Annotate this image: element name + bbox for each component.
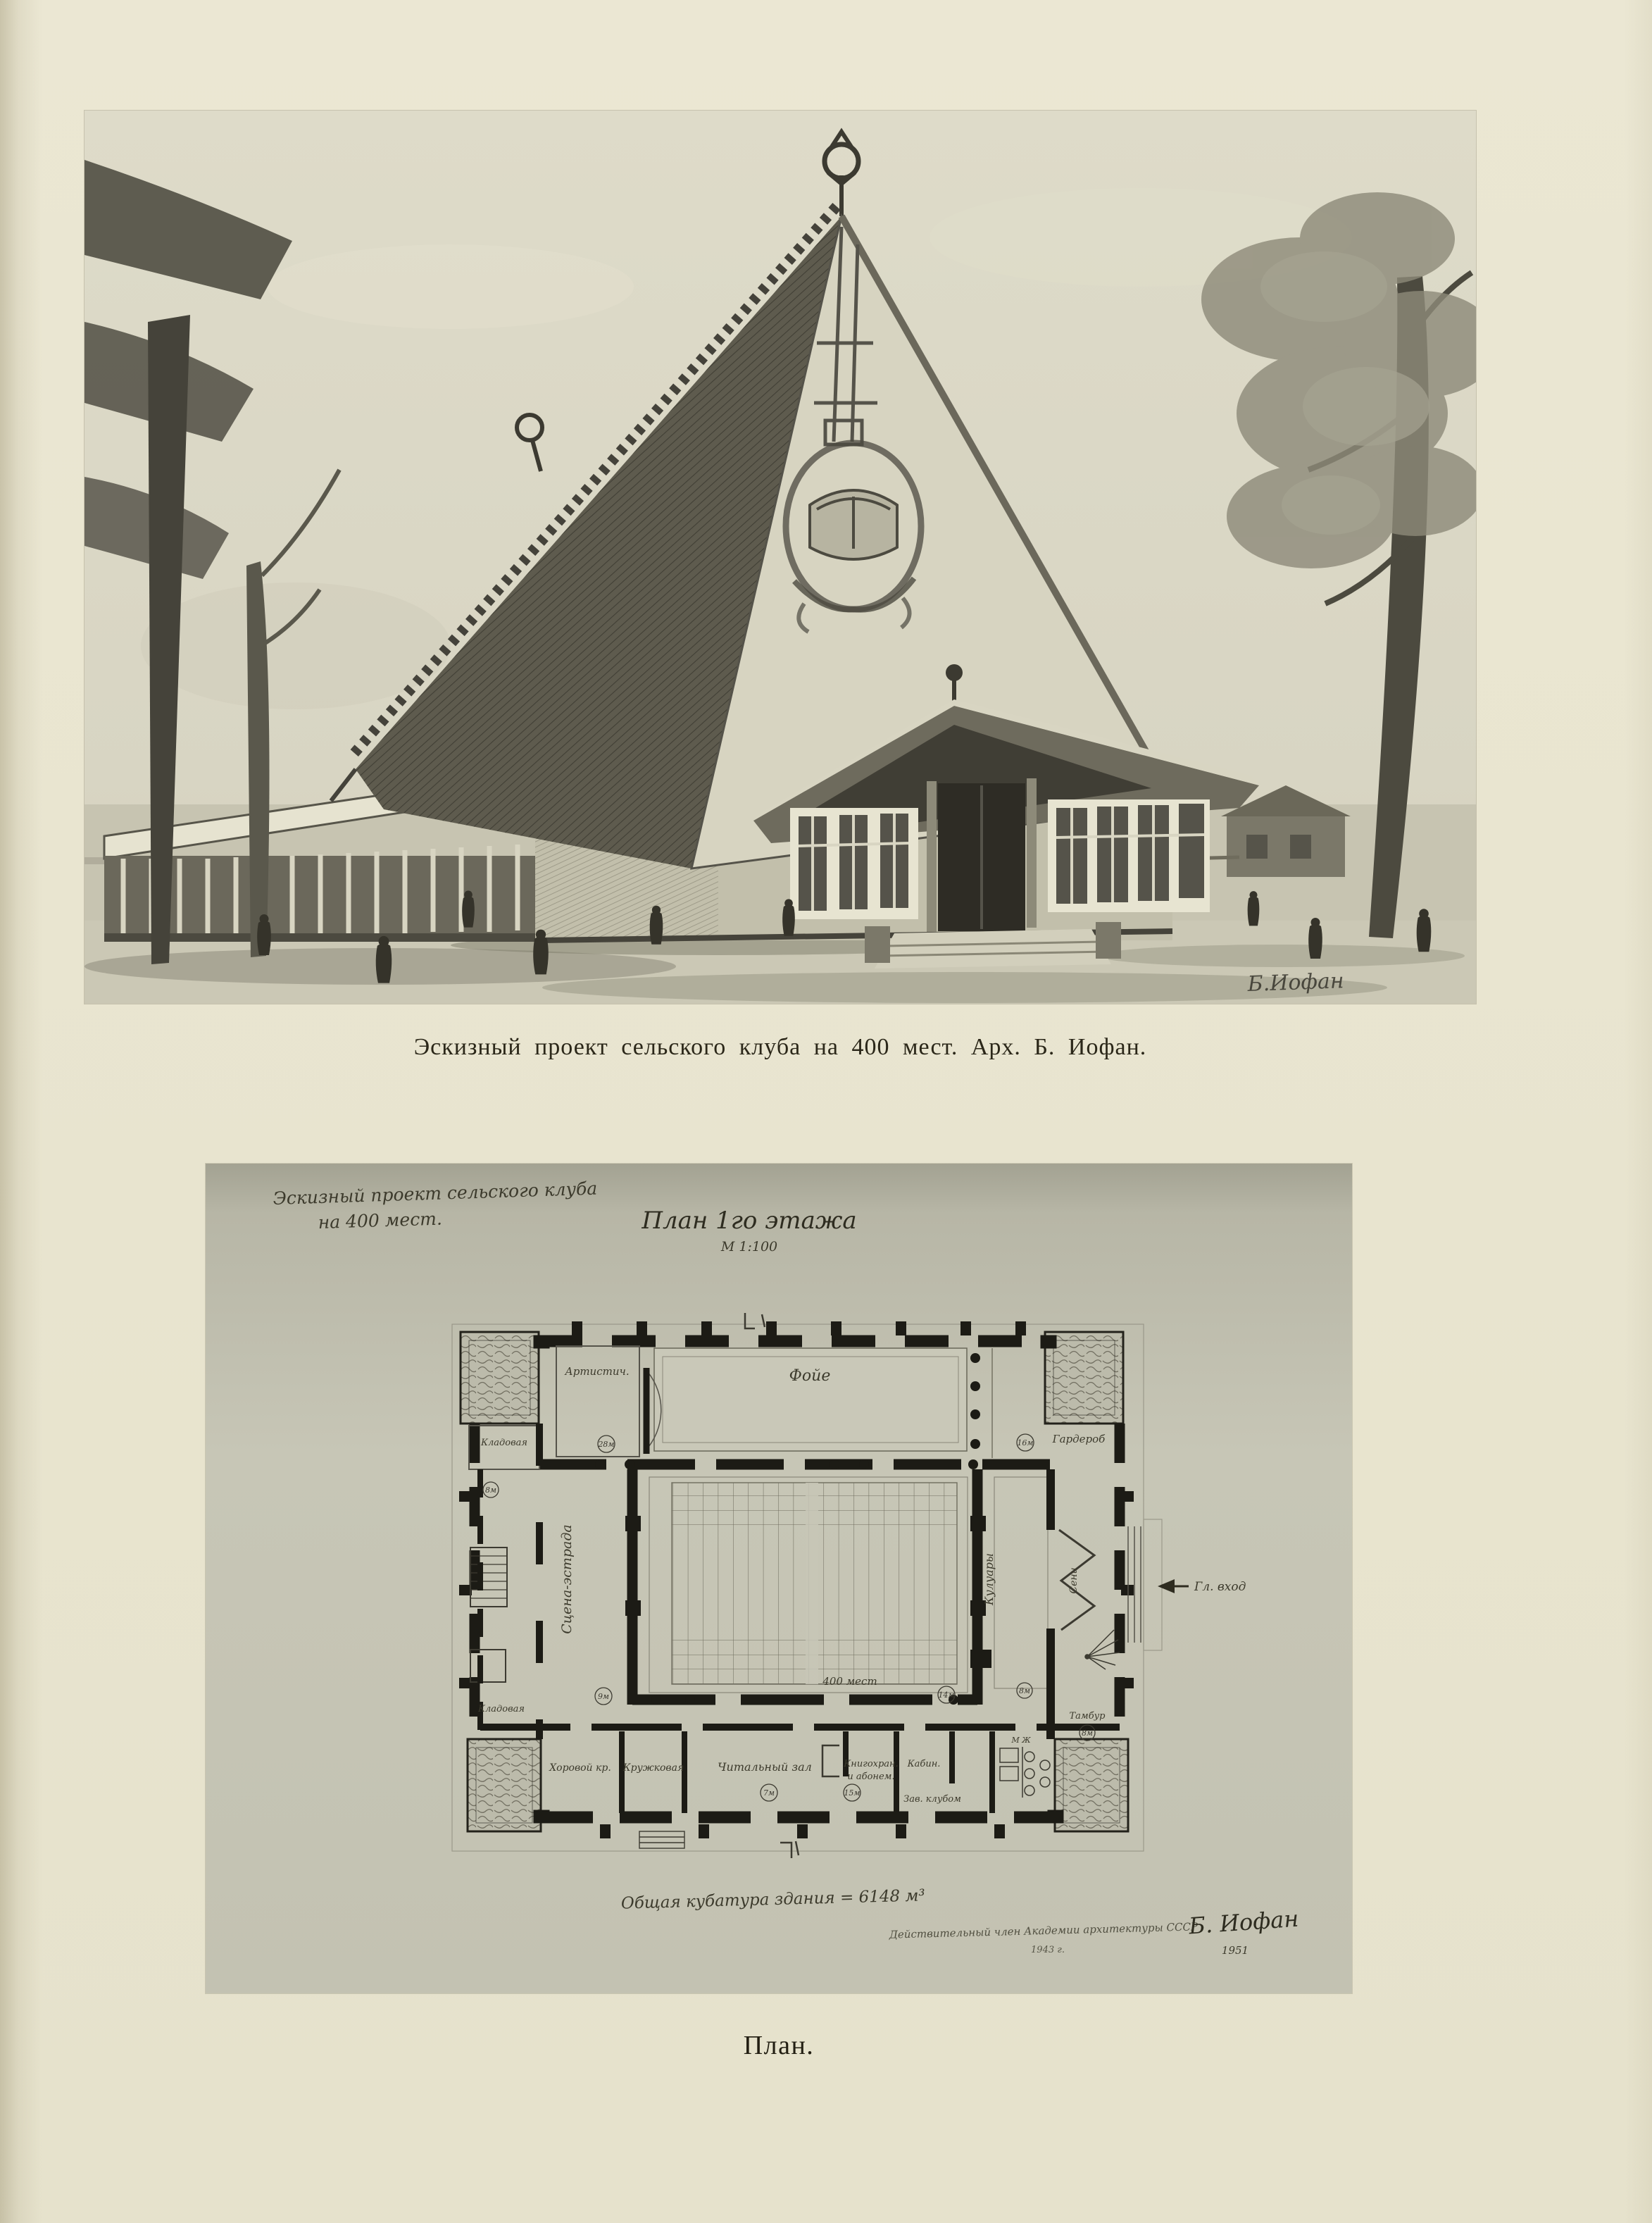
credit-line: Действительный член Академии архитектуры СССР (889, 1920, 1199, 1941)
area-mark: 7м (763, 1788, 775, 1798)
area-mark: 8м (484, 1486, 497, 1495)
library-label-1: Книгохран. (844, 1759, 899, 1769)
auditorium (625, 1469, 991, 1705)
plan-scale: М 1:100 (720, 1239, 778, 1254)
plan-drawing (206, 1164, 1352, 1993)
draft-lobby-label: Сени (1068, 1567, 1080, 1594)
plan-note-line1: Эскизный проект сельского клуба (273, 1178, 598, 1209)
porch-windows-left (790, 808, 918, 919)
area-mark: 8м (1018, 1686, 1031, 1695)
club-room1-label: Хоровой кр. (549, 1762, 611, 1774)
sketch-signature: Б.Иофан (1247, 969, 1345, 997)
artists-room-label: Артистич. (565, 1365, 630, 1378)
caption-plan: План. (743, 2031, 815, 2060)
area-mark: 9м (597, 1692, 610, 1701)
side-lobby-label: Кулуары (982, 1553, 996, 1605)
reading-hall-label: Читальный зал (718, 1760, 812, 1774)
vestibule-small-label: Тамбур (1069, 1711, 1106, 1721)
club-room2-label: Кружковая (622, 1762, 684, 1774)
sketch-drawing (85, 111, 1476, 1004)
seats-label: 400 мест (822, 1675, 877, 1688)
plan-signature: Б. Иофан (1187, 1905, 1300, 1940)
area-mark: 8м (1081, 1729, 1094, 1738)
storage-top-label: Кладовая (480, 1438, 528, 1448)
area-mark: 15м (844, 1788, 861, 1798)
figure-plan (206, 1164, 1352, 1993)
area-mark: 28м (598, 1440, 615, 1449)
entrance-label: Гл. вход (1194, 1580, 1246, 1594)
credit-year: 1943 г. (1031, 1945, 1065, 1955)
storage-bottom-label: Кладовая (477, 1704, 525, 1714)
caption-sketch: Эскизный проект сельского клуба на 400 мест. Арх. Б. Иофан. (413, 1034, 1147, 1060)
center-aisle (806, 1483, 818, 1684)
cloakroom-label: Гардероб (1052, 1433, 1106, 1445)
stage-label: Сцена-эстрада (559, 1524, 575, 1634)
plan-signature-year: 1951 (1221, 1944, 1249, 1957)
foyer-label: Фойе (789, 1367, 831, 1385)
manager-label: Зав. клубом (903, 1794, 961, 1805)
porch-windows-right (1048, 799, 1210, 912)
stage (559, 1524, 575, 1633)
wc-label: М Ж (1011, 1736, 1031, 1745)
cubature-note: Общая кубатура здания = 6148 м³ (620, 1886, 926, 1913)
office-label: Кабин. (907, 1759, 941, 1769)
figure-sketch (85, 111, 1476, 1004)
plan-note-line2: на 400 мест. (318, 1208, 443, 1233)
entrance-arrow (1158, 1579, 1246, 1594)
area-mark: 14м (938, 1690, 955, 1700)
plan-title: План 1го этажа (642, 1207, 857, 1235)
library-label-2: и абонем. (847, 1771, 895, 1782)
area-mark: 16м (1017, 1438, 1034, 1447)
